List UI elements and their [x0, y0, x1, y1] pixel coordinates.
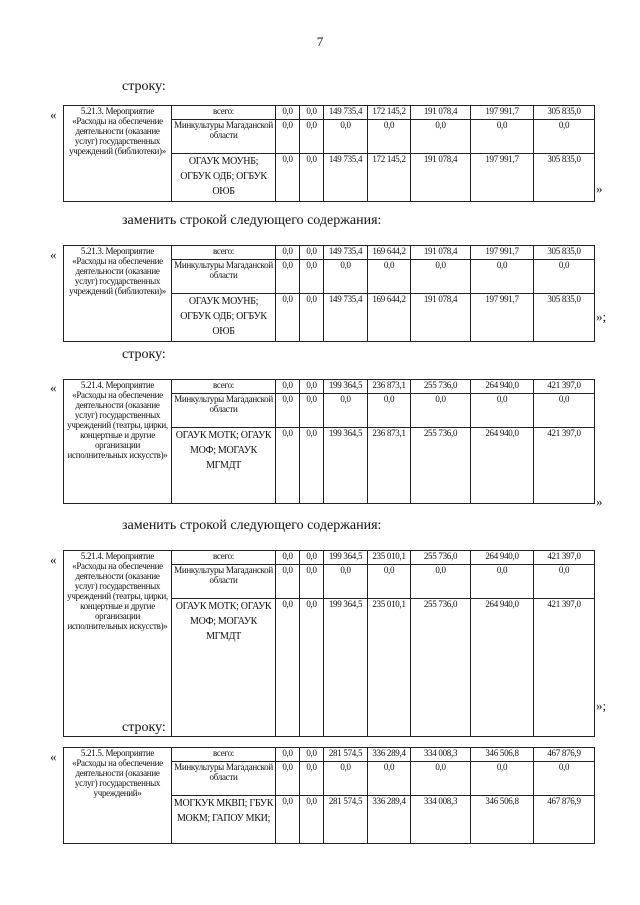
executor-cell: Минкультуры Магаданской области [172, 394, 276, 428]
value-cell: 0,0 [300, 294, 324, 342]
value-cell: 336 289,4 [368, 796, 411, 844]
executor-cell: Минкультуры Магаданской области [172, 565, 276, 599]
value-cell: 0,0 [411, 120, 471, 154]
value-cell: 0,0 [534, 762, 595, 796]
executor-cell: ОГАУК МОУНБ; ОГБУК ОДБ; ОГБУК ОЮБ [172, 154, 276, 202]
value-cell: 0,0 [324, 260, 368, 294]
value-cell: 305 835,0 [534, 246, 595, 260]
value-cell: 0,0 [534, 565, 595, 599]
value-cell: 264 940,0 [471, 599, 534, 737]
value-cell: 0,0 [300, 565, 324, 599]
quote-close: » [596, 181, 603, 196]
value-cell: 149 735,4 [324, 246, 368, 260]
value-cell: 199 364,5 [324, 551, 368, 565]
value-cell: 0,0 [368, 762, 411, 796]
value-cell: 0,0 [324, 394, 368, 428]
value-cell: 149 735,4 [324, 294, 368, 342]
value-cell: 199 364,5 [324, 599, 368, 737]
quote-open: « [50, 552, 57, 567]
value-cell: 149 735,4 [324, 106, 368, 120]
value-cell: 421 397,0 [534, 428, 595, 504]
value-cell: 149 735,4 [324, 154, 368, 202]
value-cell: 0,0 [411, 260, 471, 294]
value-cell: 0,0 [534, 120, 595, 154]
value-cell: 0,0 [300, 106, 324, 120]
value-cell: 197 991,7 [471, 246, 534, 260]
value-cell: 0,0 [276, 748, 300, 762]
value-cell: 0,0 [471, 260, 534, 294]
value-cell: 191 078,4 [411, 154, 471, 202]
value-cell: 0,0 [534, 260, 595, 294]
value-cell: 0,0 [300, 428, 324, 504]
quote-open: « [50, 749, 57, 764]
table-row [64, 748, 595, 762]
value-cell: 467 876,9 [534, 796, 595, 844]
executor-cell: МОГКУК МКВП; ГБУК МОКМ; ГАПОУ МКИ; [172, 796, 276, 844]
value-cell: 421 397,0 [534, 551, 595, 565]
value-cell: 305 835,0 [534, 294, 595, 342]
activity-cell: 5.21.5. Мероприятие «Расходы на обеспечение деятельности (оказание услуг) государственных учреждений» [64, 748, 172, 844]
value-cell: 0,0 [324, 762, 368, 796]
table-row [64, 106, 595, 120]
executor-cell: Минкультуры Магаданской области [172, 120, 276, 154]
value-cell: 281 574,5 [324, 748, 368, 762]
activity-cell: 5.21.4. Мероприятие «Расходы на обеспечение деятельности (оказание услуг) государственных учреждений (театры, цирки, концертные и другие организации исполнительных искусств)» [64, 551, 172, 737]
value-cell: 191 078,4 [411, 294, 471, 342]
value-cell: 0,0 [276, 380, 300, 394]
value-cell: 0,0 [300, 599, 324, 737]
value-cell: 0,0 [324, 565, 368, 599]
value-cell: 236 873,1 [368, 380, 411, 394]
paragraph-replace: заменить строкой следующего содержания: [122, 213, 382, 228]
value-cell: 0,0 [368, 565, 411, 599]
budget-table [63, 245, 595, 342]
value-cell: 0,0 [300, 796, 324, 844]
value-cell: 0,0 [276, 599, 300, 737]
executor-cell: всего: [172, 551, 276, 565]
value-cell: 346 506,8 [471, 796, 534, 844]
value-cell: 0,0 [300, 551, 324, 565]
value-cell: 0,0 [300, 762, 324, 796]
value-cell: 0,0 [471, 565, 534, 599]
value-cell: 0,0 [368, 120, 411, 154]
value-cell: 0,0 [276, 120, 300, 154]
value-cell: 169 644,2 [368, 246, 411, 260]
value-cell: 172 145,2 [368, 106, 411, 120]
value-cell: 334 008,3 [411, 796, 471, 844]
value-cell: 255 736,0 [411, 380, 471, 394]
executor-cell: Минкультуры Магаданской области [172, 762, 276, 796]
value-cell: 264 940,0 [471, 551, 534, 565]
value-cell: 264 940,0 [471, 380, 534, 394]
value-cell: 0,0 [534, 394, 595, 428]
value-cell: 0,0 [276, 551, 300, 565]
value-cell: 0,0 [300, 748, 324, 762]
value-cell: 0,0 [411, 762, 471, 796]
value-cell: 197 991,7 [471, 106, 534, 120]
quote-close: »; [596, 309, 607, 324]
value-cell: 0,0 [368, 260, 411, 294]
quote-open: « [50, 247, 57, 262]
value-cell: 0,0 [276, 154, 300, 202]
value-cell: 255 736,0 [411, 428, 471, 504]
table-row [64, 380, 595, 394]
executor-cell: Минкультуры Магаданской области [172, 260, 276, 294]
executor-cell: всего: [172, 748, 276, 762]
value-cell: 197 991,7 [471, 294, 534, 342]
value-cell: 0,0 [300, 154, 324, 202]
executor-cell: всего: [172, 380, 276, 394]
value-cell: 0,0 [411, 394, 471, 428]
value-cell: 0,0 [324, 120, 368, 154]
value-cell: 0,0 [276, 394, 300, 428]
value-cell: 0,0 [276, 294, 300, 342]
value-cell: 0,0 [471, 762, 534, 796]
activity-cell: 5.21.3. Мероприятие «Расходы на обеспечение деятельности (оказание услуг) государственных учреждений (библиотеки)» [64, 246, 172, 342]
value-cell: 0,0 [300, 260, 324, 294]
value-cell: 235 010,1 [368, 599, 411, 737]
budget-table [63, 747, 595, 844]
value-cell: 0,0 [471, 394, 534, 428]
value-cell: 236 873,1 [368, 428, 411, 504]
value-cell: 191 078,4 [411, 246, 471, 260]
table-row [64, 551, 595, 565]
paragraph-line: строку: [122, 347, 166, 362]
value-cell: 0,0 [300, 380, 324, 394]
value-cell: 0,0 [276, 762, 300, 796]
budget-table [63, 550, 595, 737]
paragraph-replace: заменить строкой следующего содержания: [122, 518, 382, 533]
paragraph-line: строку: [122, 79, 166, 94]
executor-cell: всего: [172, 106, 276, 120]
value-cell: 191 078,4 [411, 106, 471, 120]
activity-cell: 5.21.4. Мероприятие «Расходы на обеспечение деятельности (оказание услуг) государственных учреждений (театры, цирки, концертные и другие организации исполнительных искусств)» [64, 380, 172, 504]
value-cell: 467 876,9 [534, 748, 595, 762]
page-number: 7 [316, 34, 324, 49]
value-cell: 336 289,4 [368, 748, 411, 762]
value-cell: 169 644,2 [368, 294, 411, 342]
value-cell: 305 835,0 [534, 154, 595, 202]
value-cell: 0,0 [276, 106, 300, 120]
value-cell: 197 991,7 [471, 154, 534, 202]
executor-cell: всего: [172, 246, 276, 260]
value-cell: 0,0 [300, 120, 324, 154]
value-cell: 0,0 [471, 120, 534, 154]
value-cell: 255 736,0 [411, 599, 471, 737]
quote-open: « [50, 380, 57, 395]
value-cell: 421 397,0 [534, 599, 595, 737]
value-cell: 346 506,8 [471, 748, 534, 762]
quote-close: » [596, 494, 603, 509]
value-cell: 199 364,5 [324, 380, 368, 394]
value-cell: 0,0 [276, 246, 300, 260]
value-cell: 235 010,1 [368, 551, 411, 565]
value-cell: 0,0 [300, 394, 324, 428]
value-cell: 0,0 [276, 260, 300, 294]
executor-cell: ОГАУК МОУНБ; ОГБУК ОДБ; ОГБУК ОЮБ [172, 294, 276, 342]
value-cell: 0,0 [300, 246, 324, 260]
value-cell: 281 574,5 [324, 796, 368, 844]
value-cell: 0,0 [276, 428, 300, 504]
value-cell: 305 835,0 [534, 106, 595, 120]
value-cell: 264 940,0 [471, 428, 534, 504]
budget-table [63, 105, 595, 202]
executor-cell: ОГАУК МОТК; ОГАУК МОФ; МОГАУК МГМДТ [172, 599, 276, 737]
quote-close: »; [596, 698, 607, 713]
value-cell: 334 008,3 [411, 748, 471, 762]
value-cell: 199 364,5 [324, 428, 368, 504]
table-row [64, 246, 595, 260]
paragraph-line: строку: [122, 720, 166, 735]
executor-cell: ОГАУК МОТК; ОГАУК МОФ; МОГАУК МГМДТ [172, 428, 276, 504]
value-cell: 172 145,2 [368, 154, 411, 202]
value-cell: 255 736,0 [411, 551, 471, 565]
value-cell: 421 397,0 [534, 380, 595, 394]
activity-cell: 5.21.3. Мероприятие «Расходы на обеспечение деятельности (оказание услуг) государственных учреждений (библиотеки)» [64, 106, 172, 202]
quote-open: « [50, 107, 57, 122]
budget-table [63, 379, 595, 504]
value-cell: 0,0 [411, 565, 471, 599]
value-cell: 0,0 [276, 796, 300, 844]
value-cell: 0,0 [276, 565, 300, 599]
value-cell: 0,0 [368, 394, 411, 428]
